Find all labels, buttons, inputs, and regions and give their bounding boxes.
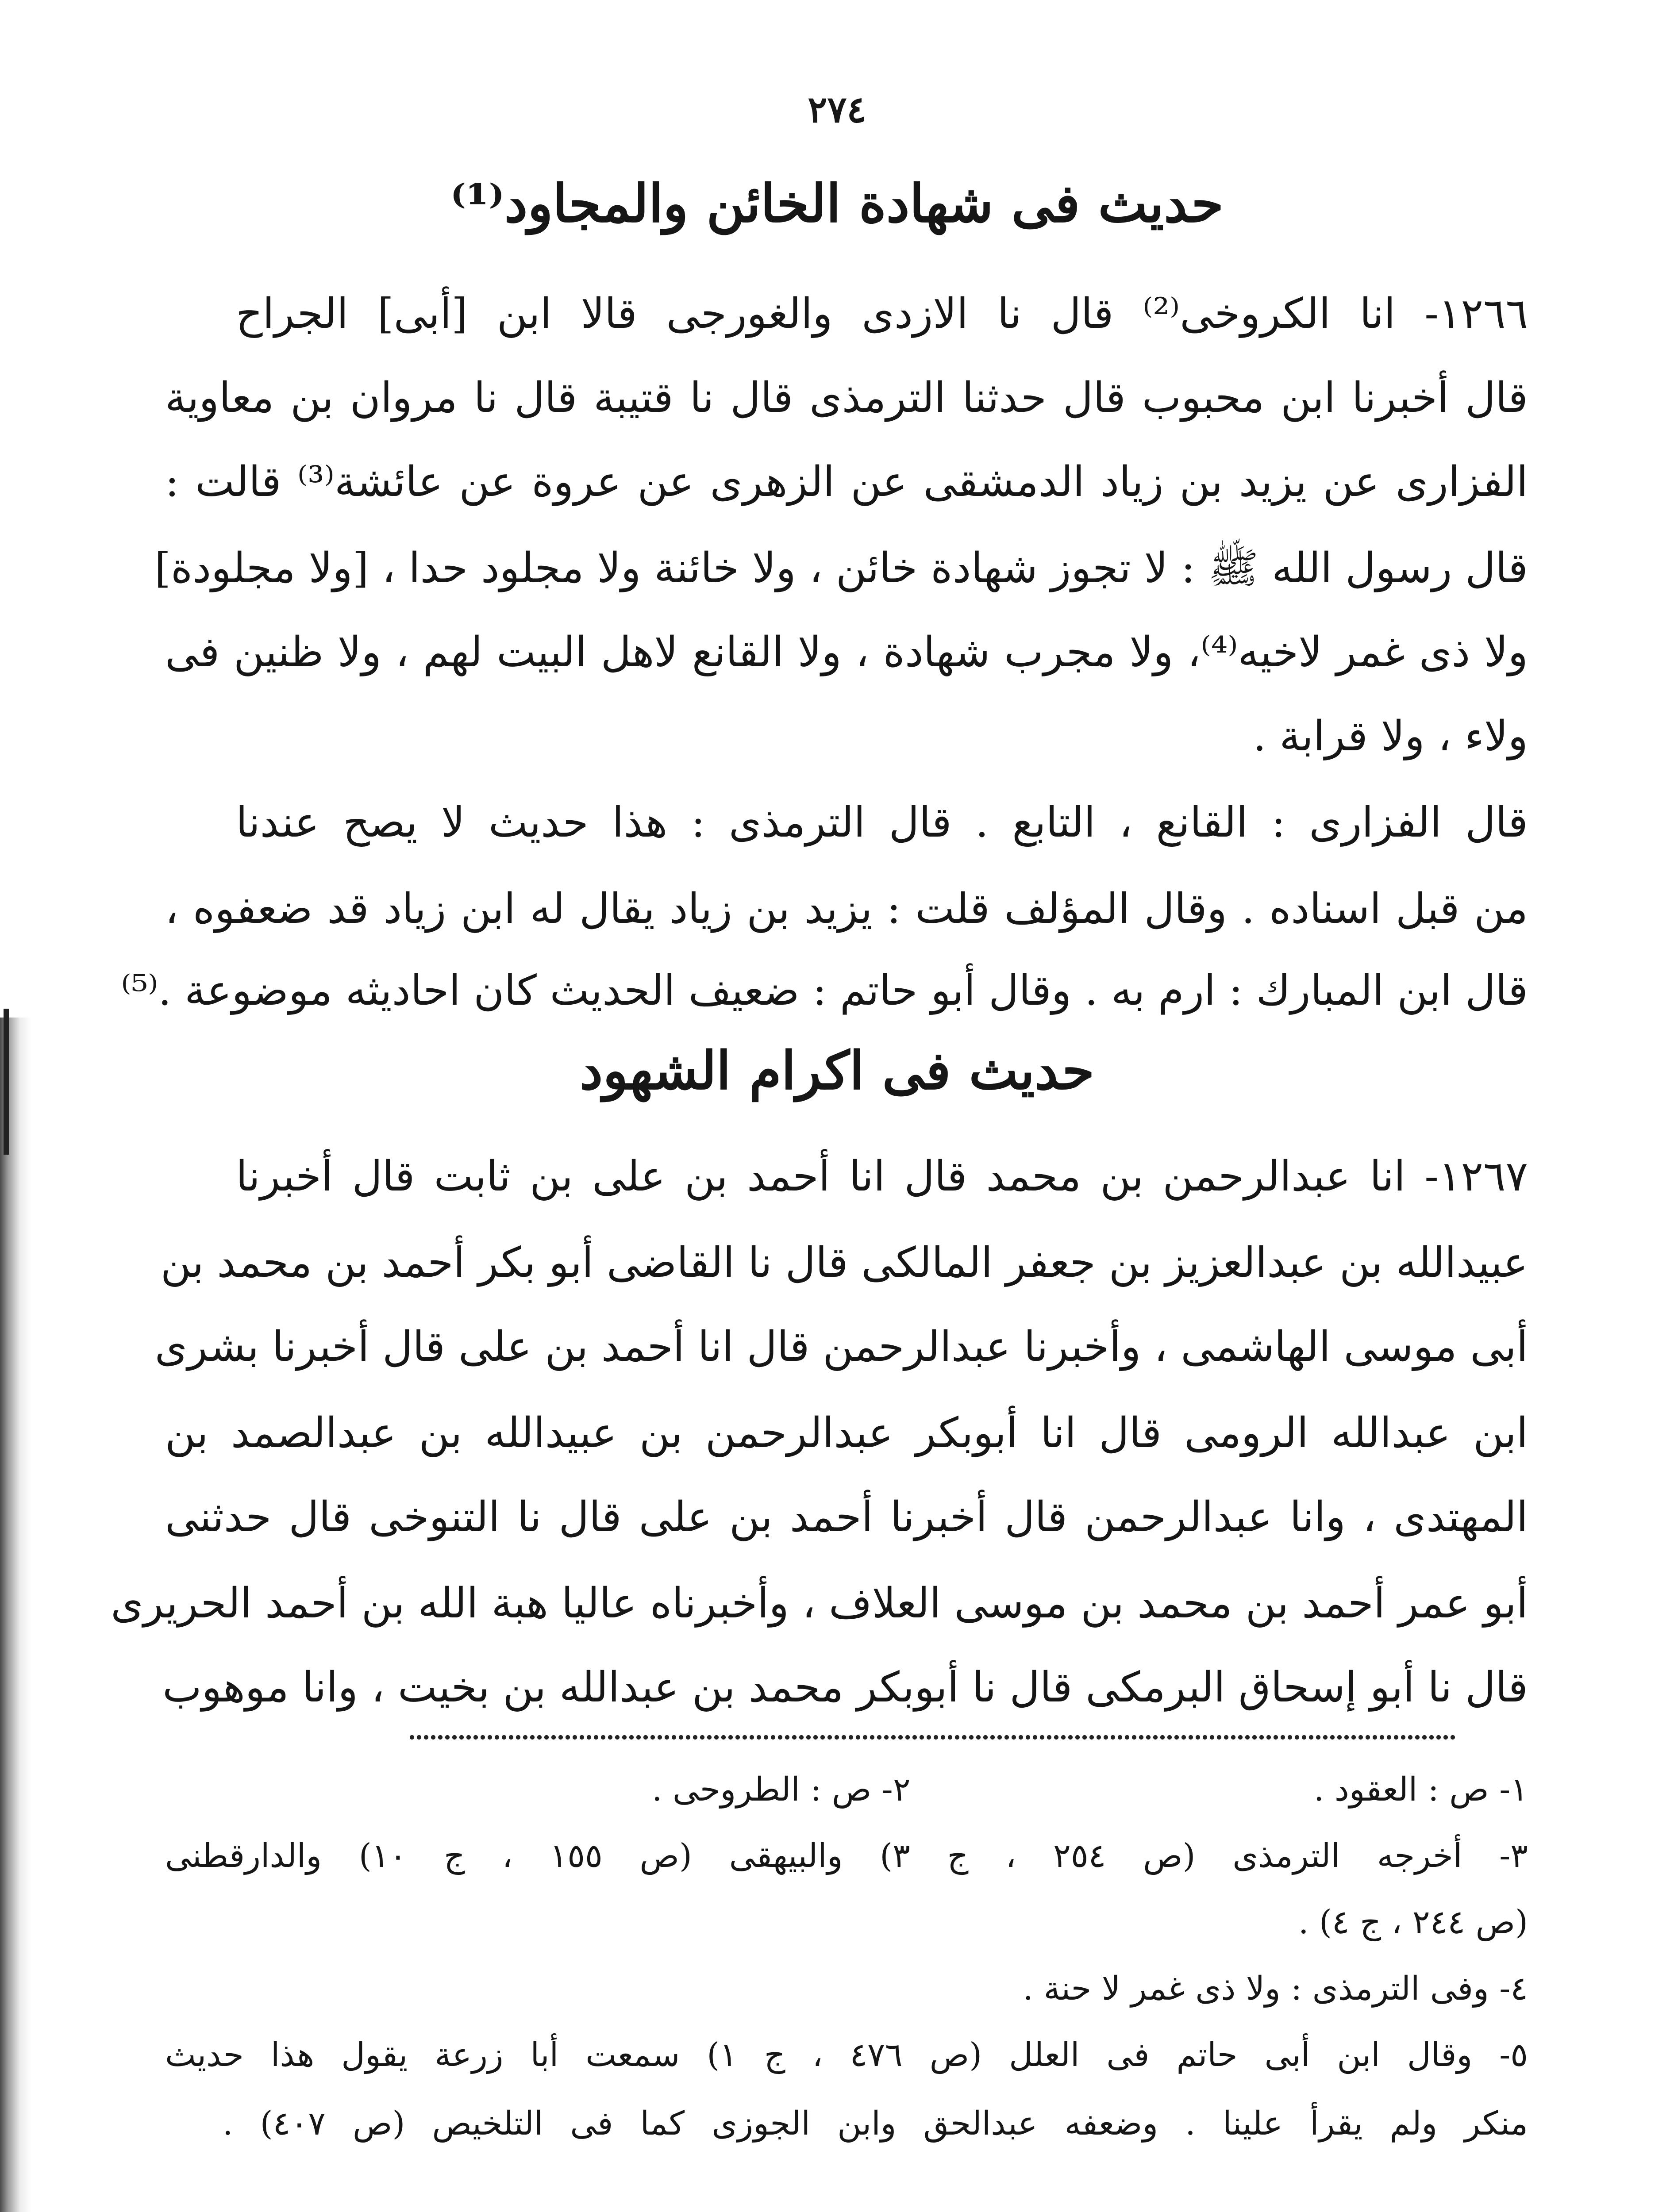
- hadith-1266-line-1: ١٢٦٦- انا الكروخى⁽²⁾ قال نا الازدى والغورجى قالا ابن [أبى] الجراح: [236, 290, 1528, 338]
- hadith-1267-line-5: المهتدى ، وانا عبدالرحمن قال أخبرنا أحمد بن على قال نا التنوخى قال حدثنى: [165, 1493, 1528, 1541]
- hadith-1267-line-4: ابن عبدالله الرومى قال انا أبوبكر عبدالرحمن بن عبيدالله بن عبدالصمد بن: [165, 1409, 1528, 1457]
- commentary-line-1: قال الفزارى : القانع ، التابع . قال الترمذى : هذا حديث لا يصح عندنا: [236, 799, 1528, 847]
- hadith-1266-line-2: قال أخبرنا ابن محبوب قال حدثنا الترمذى قال نا قتيبة قال نا مروان بن معاوية: [165, 374, 1528, 422]
- hadith-1267-line-7: قال نا أبو إسحاق البرمكى قال نا أبوبكر محمد بن عبدالله بن بخيت ، وانا موهوب: [162, 1663, 1528, 1712]
- hadith-1266-line-3: الفزارى عن يزيد بن زياد الدمشقى عن الزهرى عن عروة عن عائشة⁽³⁾ قالت :: [165, 458, 1528, 506]
- hadith-1267-line-2: عبيدالله بن عبدالعزيز بن جعفر المالكى قال نا القاضى أبو بكر أحمد بن محمد بن: [160, 1239, 1528, 1287]
- hadith-1266-line-6: ولاء ، ولا قرابة .: [1253, 712, 1528, 760]
- hadith-1266-line-4: قال رسول الله ﷺ : لا تجوز شهادة خائن ، ولا خائنة ولا مجلود حدا ، [ولا مجلودة]: [154, 544, 1528, 592]
- hadith-1267-line-1: ١٢٦٧- انا عبدالرحمن بن محمد قال انا أحمد بن على بن ثابت قال أخبرنا: [236, 1152, 1528, 1201]
- hadith-1267-line-3: أبى موسى الهاشمى ، وأخبرنا عبدالرحمن قال انا أحمد بن على قال أخبرنا بشرى: [154, 1323, 1528, 1371]
- footnote-separator: [408, 1734, 1457, 1740]
- footnote-3-line-2: (ص ٢٤٤ ، ج ٤) .: [1298, 1903, 1528, 1941]
- section-heading-witness-testimony: حديث فى شهادة الخائن والمجاود⁽¹⁾: [450, 173, 1224, 234]
- section-heading-honoring-witnesses: حديث فى اكرام الشهود: [579, 1040, 1095, 1101]
- footnote-1: ١- ص : العقود .: [1313, 1770, 1528, 1809]
- hadith-1266-line-5: ولا ذى غمر لاخيه⁽⁴⁾، ولا مجرب شهادة ، ولا القانع لاهل البيت لهم ، ولا ظنين فى: [165, 628, 1528, 676]
- commentary-line-2: من قبل اسناده . وقال المؤلف قلت : يزيد بن زياد يقال له ابن زياد قد ضعفوه ،: [165, 885, 1528, 933]
- footnote-2: ٢- ص : الطروحى .: [652, 1770, 911, 1809]
- scan-shadow-edge: [0, 1018, 31, 2212]
- hadith-1267-line-6: أبو عمر أحمد بن محمد بن موسى العلاف ، وأخبرناه عاليا هبة الله بن أحمد الحريرى: [111, 1579, 1528, 1628]
- page-number: ٢٧٤: [808, 88, 866, 131]
- commentary-line-3: قال ابن المبارك : ارم به . وقال أبو حاتم : ضعيف الحديث كان احاديثه موضوعة .⁽⁵⁾: [121, 967, 1528, 1015]
- footnotes-row-1-2: [276, 1765, 1528, 1814]
- footnote-3-line-1: ٣- أخرجه الترمذى (ص ٢٥٤ ، ج ٣) والبيهقى (ص ١٥٥ ، ج ١٠) والدارقطنى: [165, 1837, 1528, 1875]
- footnote-5-line-1: ٥- وقال ابن أبى حاتم فى العلل (ص ٤٧٦ ، ج ١) سمعت أبا زرعة يقول هذا حديث: [165, 2036, 1528, 2074]
- footnote-4: ٤- وفى الترمذى : ولا ذى غمر لا حنة .: [1023, 1970, 1528, 2008]
- footnote-5-line-2: منكر ولم يقرأ علينا . وضعفه عبدالحق وابن الجوزى كما فى التلخيص (ص ٤٠٧) .: [223, 2104, 1528, 2143]
